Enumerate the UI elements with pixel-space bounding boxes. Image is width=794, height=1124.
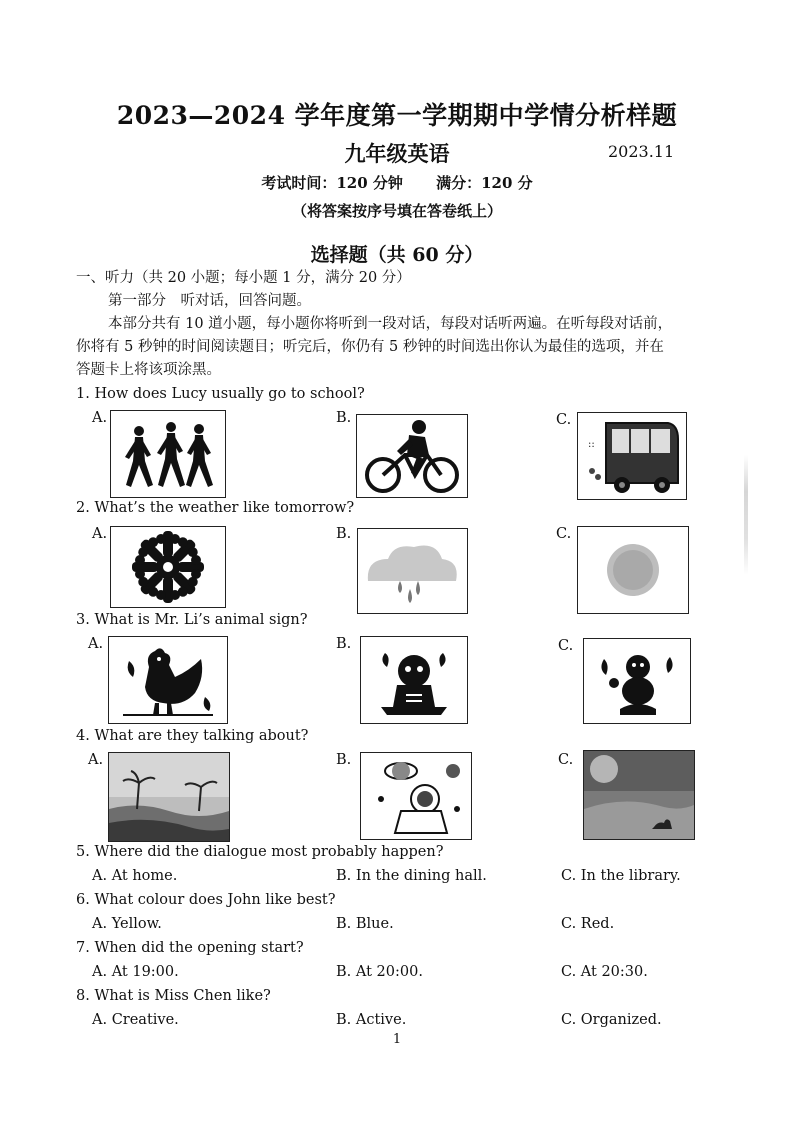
q3-option-b-label[interactable]: B. <box>336 636 352 652</box>
q1-option-b-label[interactable]: B. <box>336 410 352 426</box>
scan-edge-mark <box>744 455 748 575</box>
question-5: 5. Where did the dialogue most probably happen? <box>76 844 444 860</box>
listening-heading: 一、听力（共 20 小题；每小题 1 分，满分 20 分） <box>76 270 411 286</box>
q3-option-c-label[interactable]: C. <box>558 638 574 654</box>
rain-cloud-icon[interactable] <box>357 528 468 614</box>
q2-option-c-label[interactable]: C. <box>556 526 572 542</box>
tiger-papercut-icon[interactable] <box>360 636 468 724</box>
walking-people-icon[interactable] <box>110 410 226 498</box>
full-score: 满分：120 分 <box>436 174 533 192</box>
part1-title: 第一部分 听对话，回答问题。 <box>108 293 311 309</box>
q1-option-c-label[interactable]: C. <box>556 412 572 428</box>
cyclist-icon[interactable] <box>356 414 468 498</box>
exam-info <box>0 172 794 193</box>
question-4: 4. What are they talking about? <box>76 728 309 744</box>
q5-option-c[interactable]: C. In the library. <box>561 868 681 884</box>
instructions-line-2: 你将有 5 秒钟的时间阅读题目；听完后，你仍有 5 秒钟的时间选出你认为最佳的选项，并在 <box>76 339 664 355</box>
question-6: 6. What colour does John like best? <box>76 892 336 908</box>
monkey-papercut-icon[interactable] <box>583 638 691 724</box>
q4-option-c-label[interactable]: C. <box>558 752 574 768</box>
q6-option-c[interactable]: C. Red. <box>561 916 615 932</box>
question-7: 7. When did the opening start? <box>76 940 304 956</box>
exam-time: 考试时间：120 分钟 <box>261 174 403 192</box>
space-astronaut-icon[interactable] <box>360 752 472 840</box>
svg-text:::: :: <box>588 439 595 450</box>
q8-option-b[interactable]: B. Active. <box>336 1012 407 1028</box>
question-8: 8. What is Miss Chen like? <box>76 988 271 1004</box>
exam-subtitle: 九年级英语 <box>344 141 450 166</box>
exam-date: 2023.11 <box>608 142 675 161</box>
q4-option-a-label[interactable]: A. <box>88 752 104 768</box>
q7-option-c[interactable]: C. At 20:30. <box>561 964 648 980</box>
instructions-line-1: 本部分共有 10 道小题，每小题你将听到一段对话，每段对话听两遍。在听每段对话前， <box>108 316 673 332</box>
bus-icon[interactable] <box>577 412 687 500</box>
sun-icon[interactable] <box>577 526 689 614</box>
beach-scene-icon[interactable] <box>108 752 230 842</box>
q8-option-a[interactable]: A. Creative. <box>92 1012 179 1028</box>
q5-option-b[interactable]: B. In the dining hall. <box>336 868 487 884</box>
q6-option-a[interactable]: A. Yellow. <box>92 916 162 932</box>
snowflake-icon[interactable] <box>110 526 226 608</box>
q5-option-a[interactable]: A. At home. <box>92 868 178 884</box>
exam-title: 2023—2024 学年度第一学期期中学情分析样题 <box>116 101 678 130</box>
q8-option-c[interactable]: C. Organized. <box>561 1012 662 1028</box>
desert-scene-icon[interactable] <box>583 750 695 840</box>
q4-option-b-label[interactable]: B. <box>336 752 352 768</box>
instructions-line-3: 答题卡上将该项涂黑。 <box>76 362 221 378</box>
page-number: 1 <box>392 1032 402 1047</box>
question-3: 3. What is Mr. Li’s animal sign? <box>76 612 308 628</box>
question-2: 2. What’s the weather like tomorrow? <box>76 500 355 516</box>
q7-option-b[interactable]: B. At 20:00. <box>336 964 423 980</box>
q6-option-b[interactable]: B. Blue. <box>336 916 394 932</box>
answer-notice: （将答案按序号填在答卷纸上） <box>291 202 502 220</box>
q3-option-a-label[interactable]: A. <box>88 636 104 652</box>
q7-option-a[interactable]: A. At 19:00. <box>92 964 179 980</box>
rooster-papercut-icon[interactable] <box>108 636 228 724</box>
q2-option-a-label[interactable]: A. <box>92 526 108 542</box>
question-1: 1. How does Lucy usually go to school? <box>76 386 365 402</box>
section-title: 选择题（共 60 分） <box>310 244 484 266</box>
q2-option-b-label[interactable]: B. <box>336 526 352 542</box>
q1-option-a-label[interactable]: A. <box>92 410 108 426</box>
